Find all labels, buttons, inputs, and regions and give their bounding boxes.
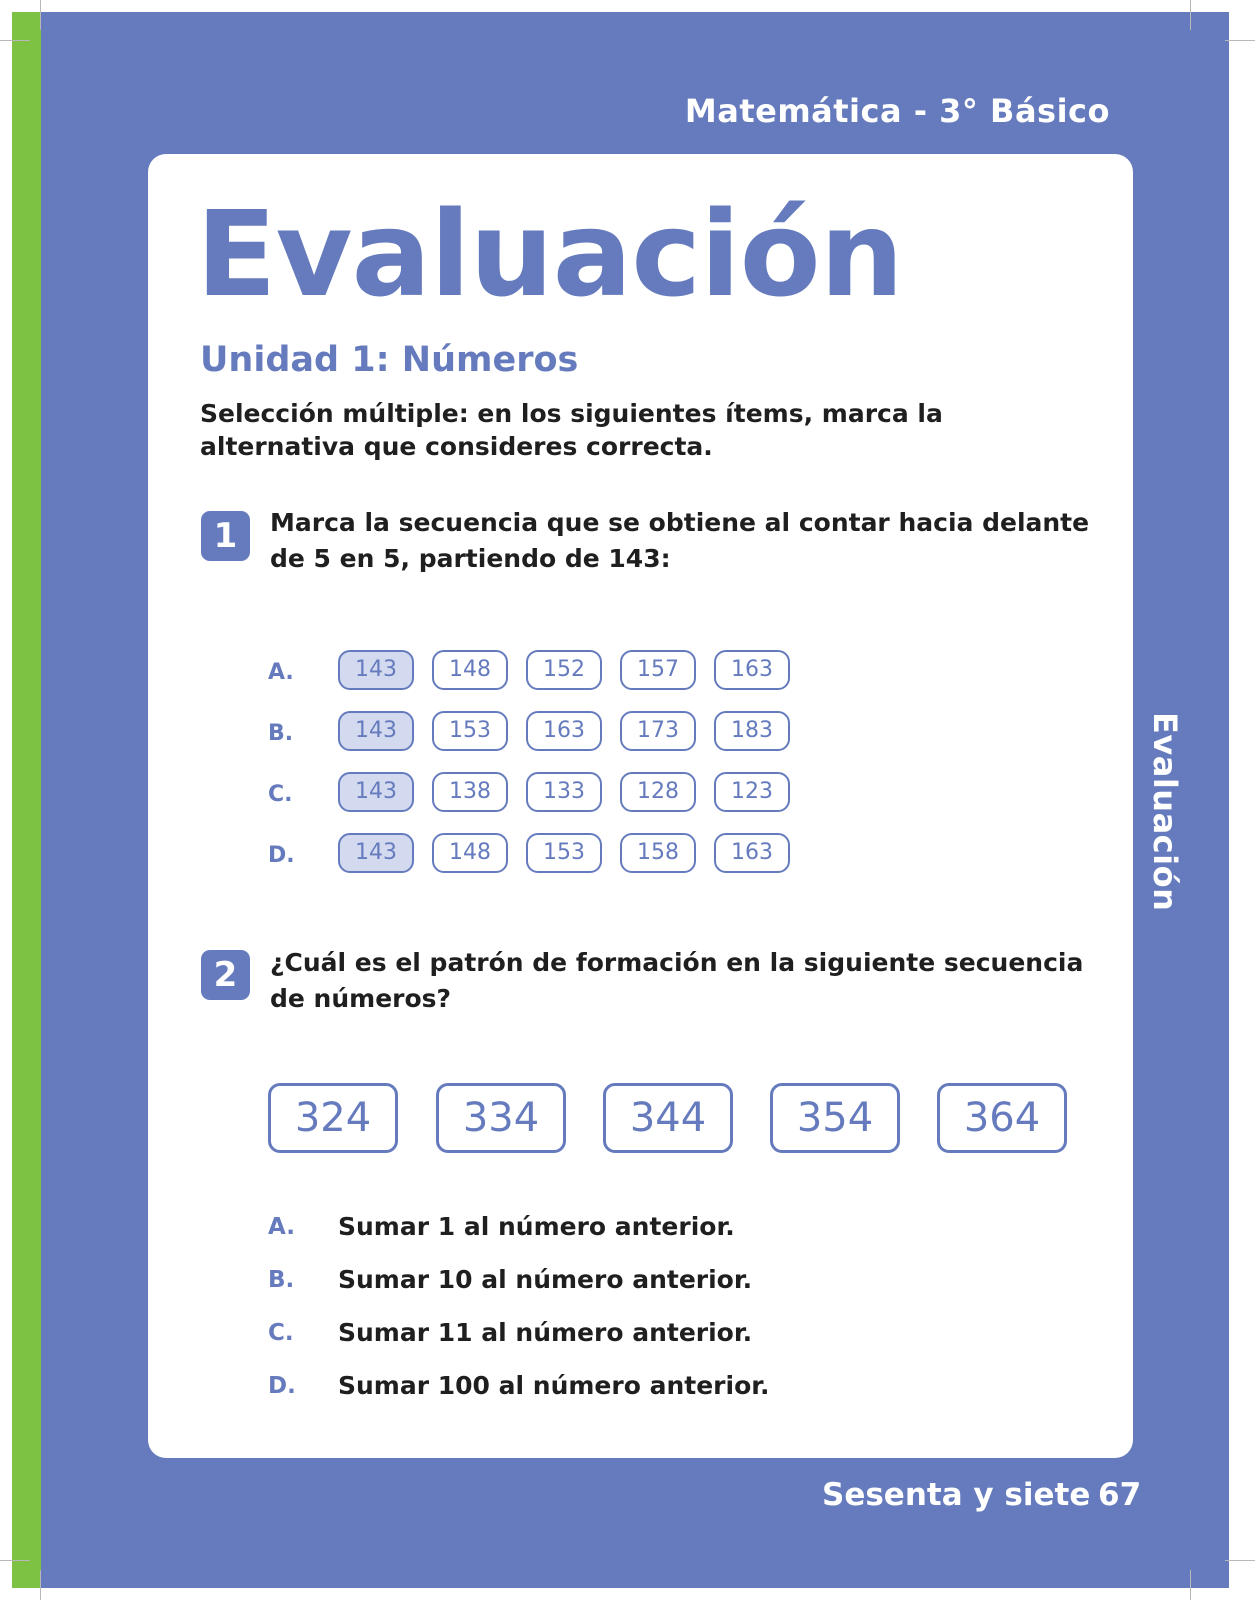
page-number-words: Sesenta y siete (822, 1477, 1091, 1513)
question-text: ¿Cuál es el patrón de formación en la siguiente secuencia de números? (270, 948, 1084, 1013)
sequence-pill: 133 (526, 772, 602, 812)
sequence-pill: 143 (338, 772, 414, 812)
sequence-pill: 152 (526, 650, 602, 690)
green-side-strip (12, 12, 41, 1588)
sequence-number-box: 334 (436, 1083, 566, 1153)
sequence-number-box: 324 (268, 1083, 398, 1153)
sequence-pill: 183 (714, 711, 790, 751)
option-letter: D. (268, 1373, 296, 1399)
sequence-pill: 163 (714, 833, 790, 873)
sequence-pill: 153 (526, 833, 602, 873)
sequence-pill: 153 (432, 711, 508, 751)
option-letter: C. (268, 1320, 294, 1346)
sequence-pill: 163 (526, 711, 602, 751)
sequence-pill: 157 (620, 650, 696, 690)
question-text: Marca la secuencia que se obtiene al contar hacia delante de 5 en 5, partiendo de 143: (270, 508, 1090, 573)
option-text: Sumar 10 al número anterior. (338, 1265, 753, 1294)
crop-mark (0, 40, 30, 41)
sequence-pill: 173 (620, 711, 696, 751)
option-letter: A. (268, 660, 294, 685)
question-number-badge: 1 (201, 511, 250, 561)
option-letter: B. (268, 1267, 295, 1293)
subject-header: Matemática - 3° Básico (684, 92, 1110, 130)
option-letter: C. (268, 782, 293, 807)
sequence-pill: 158 (620, 833, 696, 873)
sequence-pill: 143 (338, 650, 414, 690)
page-number: 67 (1098, 1477, 1142, 1513)
sequence-pill: 128 (620, 772, 696, 812)
crop-mark (40, 0, 41, 30)
side-section-label: Evaluación (1146, 712, 1184, 912)
sequence-pill: 148 (432, 650, 508, 690)
option-letter: B. (268, 721, 294, 746)
sequence-pill: 138 (432, 772, 508, 812)
crop-mark (1225, 40, 1255, 41)
sequence-pill: 163 (714, 650, 790, 690)
crop-mark (40, 1570, 41, 1600)
option-letter: D. (268, 843, 295, 868)
sequence-number-box: 344 (603, 1083, 733, 1153)
page-title: Evaluación (196, 185, 903, 323)
instructions: Selección múltiple: en los siguientes ítems, marca la alternativa que consideres correcta. (200, 399, 943, 461)
crop-mark (1225, 1560, 1255, 1561)
sequence-number-box: 354 (770, 1083, 900, 1153)
sequence-number-box: 364 (937, 1083, 1067, 1153)
crop-mark (1190, 0, 1191, 30)
question-number-badge: 2 (201, 950, 250, 1000)
option-letter: A. (268, 1214, 295, 1240)
sequence-pill: 143 (338, 711, 414, 751)
sequence-pill: 143 (338, 833, 414, 873)
crop-mark (1190, 1570, 1191, 1600)
option-text: Sumar 1 al número anterior. (338, 1212, 735, 1241)
option-text: Sumar 100 al número anterior. (338, 1371, 770, 1400)
crop-mark (0, 1560, 30, 1561)
unit-title: Unidad 1: Números (200, 340, 579, 380)
sequence-pill: 123 (714, 772, 790, 812)
sequence-pill: 148 (432, 833, 508, 873)
option-text: Sumar 11 al número anterior. (338, 1318, 753, 1347)
